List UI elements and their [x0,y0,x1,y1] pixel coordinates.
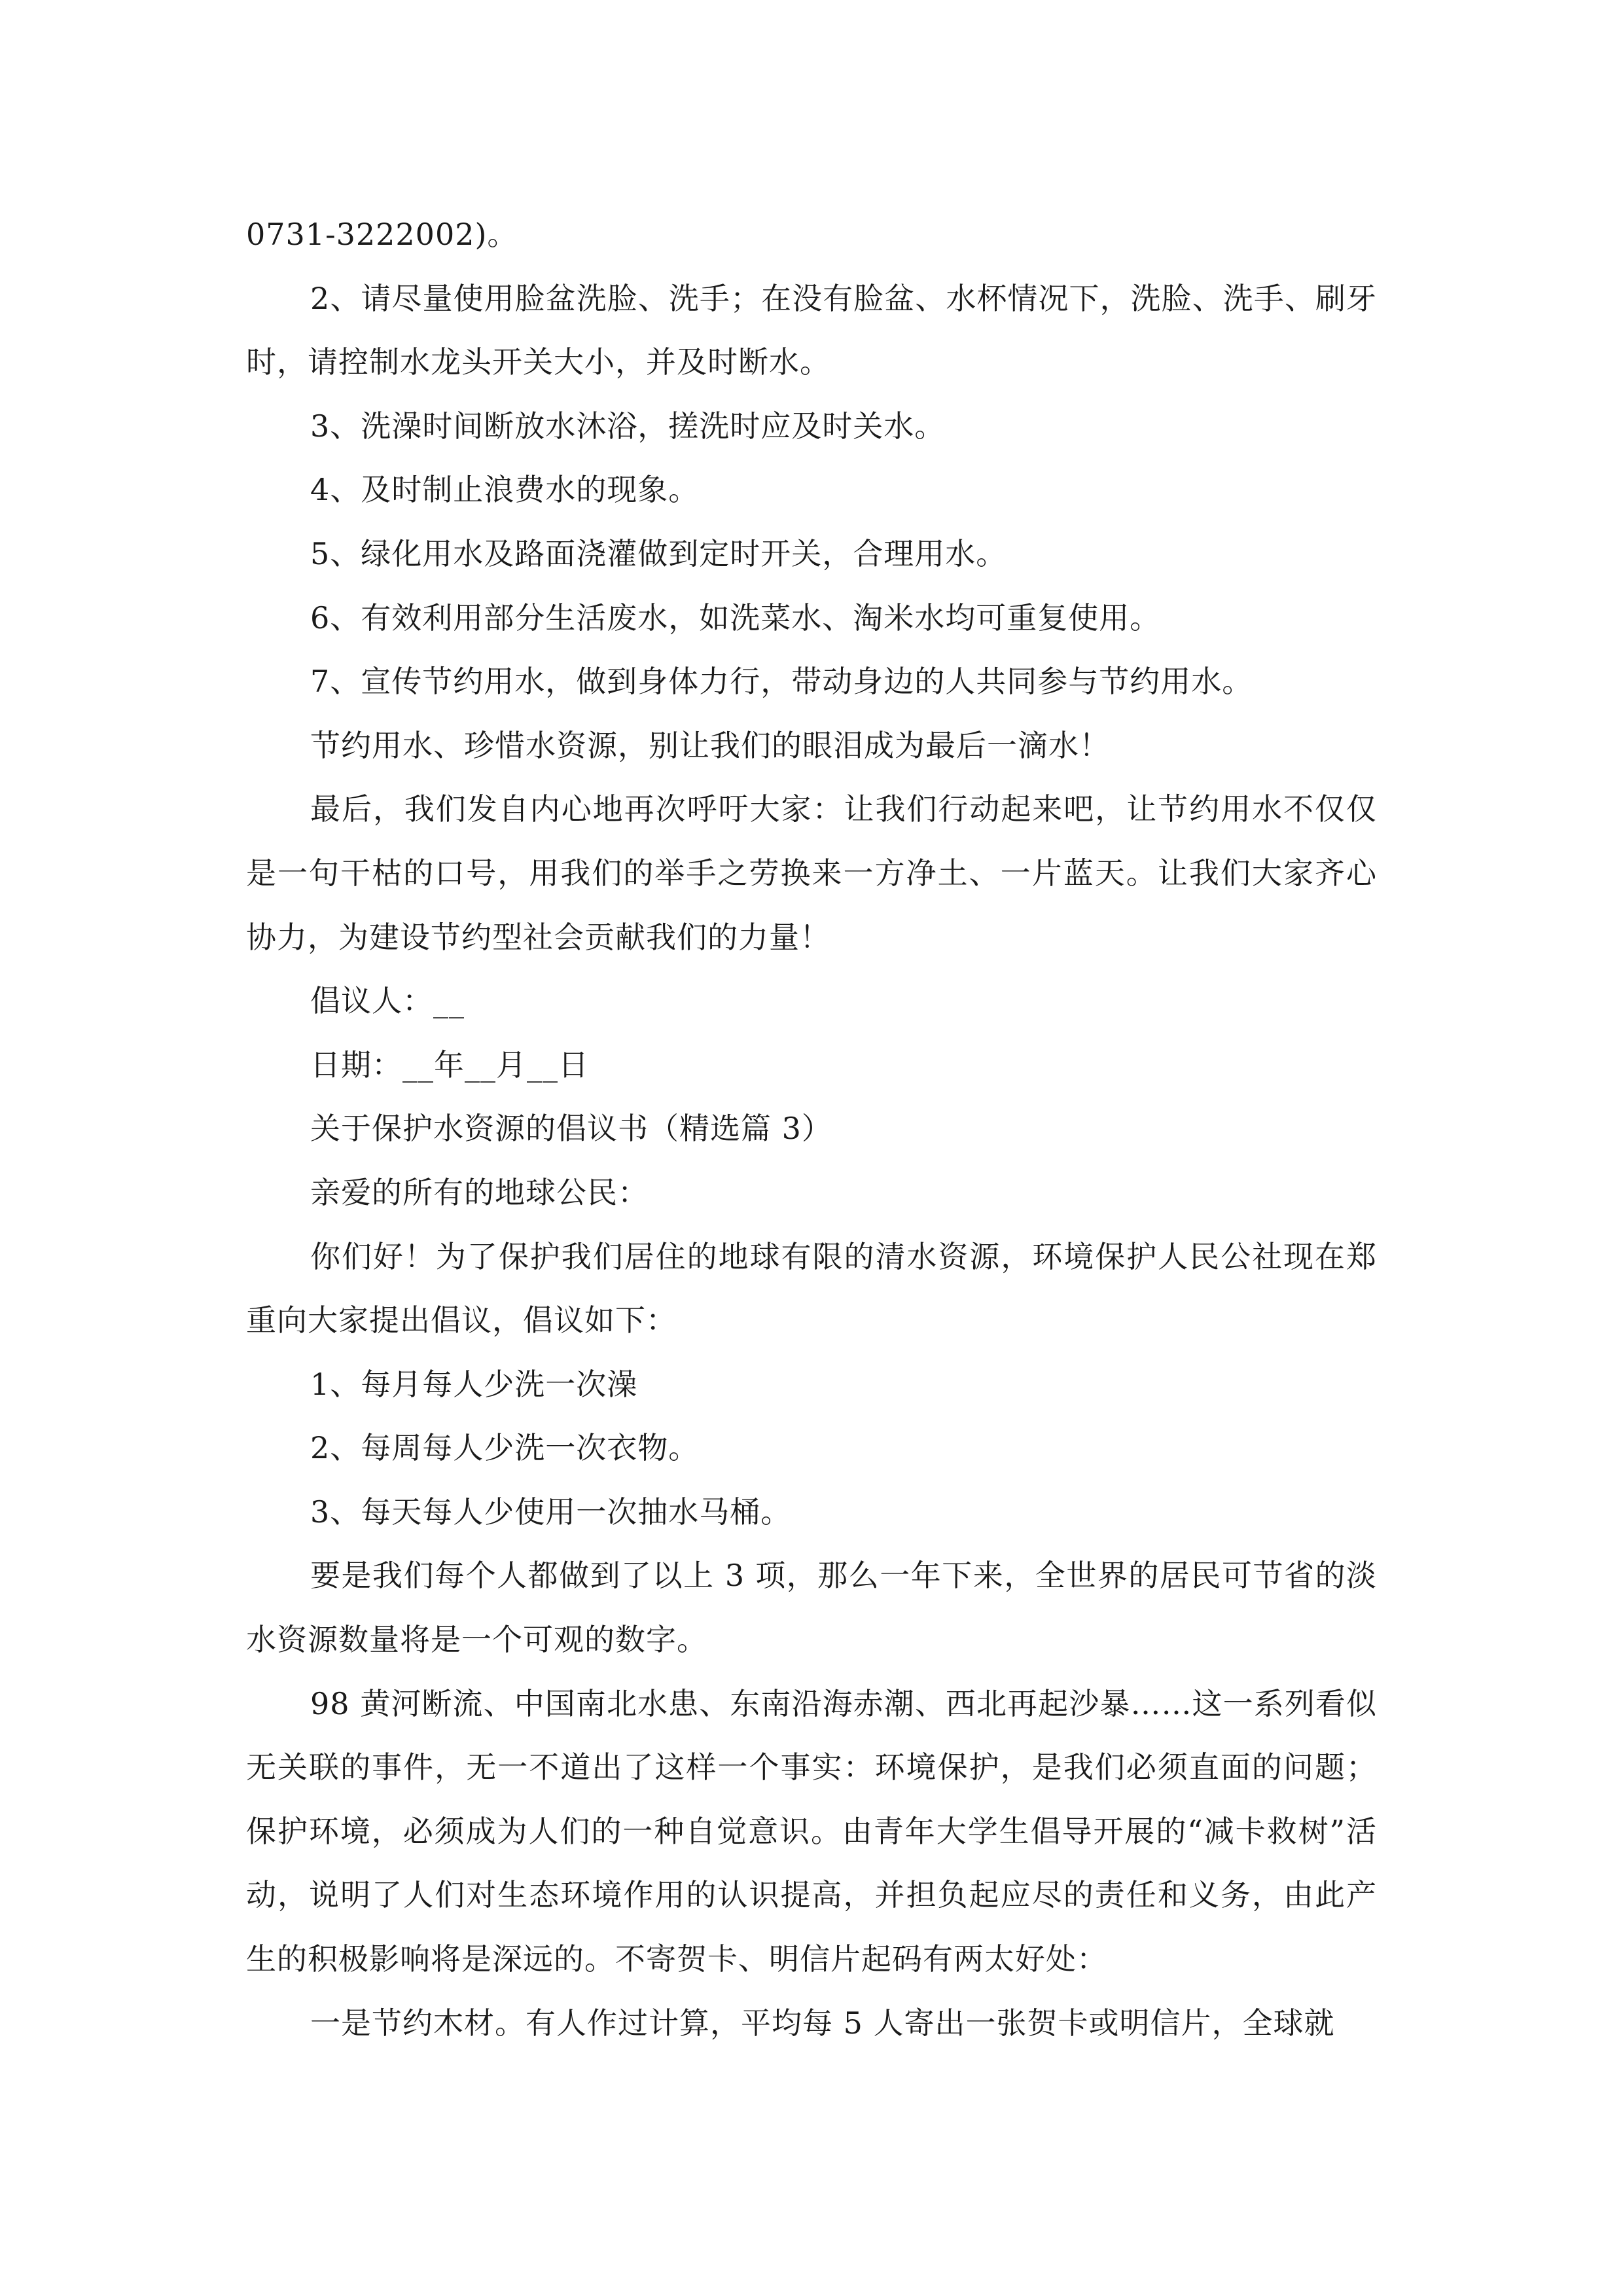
paragraph-environment: 98 黄河断流、中国南北水患、东南沿海赤潮、西北再起沙暴……这一系列看似无关联的事件，无一不道出了这样一个事实：环境保护，是我们必须直面的问题；保护环境，必须成为人们的一种自觉意识。由青年大学生倡导开展的“减卡救树”活动，说明了人们对生态环境作用的认识提高，并担负起应尽的责任和义务，由此产生的积极影响将是深远的。不寄贺卡、明信片起码有两太好处： [246,1685,1377,1977]
paragraph-item-3: 3、洗澡时间断放水沐浴，搓洗时应及时关水。 [310,408,946,444]
paragraph-greeting: 你们好！为了保护我们居住的地球有限的清水资源，环境保护人民公社现在郑重向大家提出倡议，倡议如下： [246,1238,1377,1338]
paragraph-item-2: 2、请尽量使用脸盆洗脸、洗手；在没有脸盆、水杯情况下，洗脸、洗手、刷牙时，请控制水龙头开关大小，并及时断水。 [246,280,1377,380]
paragraph-item-7: 7、宣传节约用水，做到身体力行，带动身边的人共同参与节约用水。 [310,664,1253,700]
paragraph-salutation: 亲爱的所有的地球公民： [310,1174,649,1210]
paragraph-date: 日期：__年__月__日 [310,1047,589,1083]
paragraph-item-4: 4、及时制止浪费水的现象。 [310,472,700,508]
paragraph-item-5: 5、绿化用水及路面浇灌做到定时开关，合理用水。 [310,535,1007,571]
section-title: 关于保护水资源的倡议书（精选篇 3） [310,1111,832,1147]
paragraph-proposal-2: 2、每周每人少洗一次衣物。 [310,1430,700,1466]
paragraph-proposal-3: 3、每天每人少使用一次抽水马桶。 [310,1494,792,1530]
paragraph-wood-saving: 一是节约木材。有人作过计算，平均每 5 人寄出一张贺卡或明信片，全球就 [310,2005,1335,2041]
paragraph-closing-appeal: 最后，我们发自内心地再次呼吁大家：让我们行动起来吧，让节约用水不仅仅是一句干枯的口号，用我们的举手之劳换来一方净土、一片蓝天。让我们大家齐心协力，为建设节约型社会贡献我们的力量！ [246,791,1377,955]
paragraph-slogan: 节约用水、珍惜水资源，别让我们的眼泪成为最后一滴水！ [310,727,1110,763]
document-body [246,203,1377,2055]
paragraph-impact: 要是我们每个人都做到了以上 3 项，那么一年下来，全世界的居民可节省的淡水资源数量将是一个可观的数字。 [246,1558,1377,1658]
paragraph-initiator: 倡议人：__ [310,983,465,1019]
paragraph-proposal-1: 1、每月每人少洗一次澡 [310,1366,638,1402]
paragraph-item-6: 6、有效利用部分生活废水，如洗菜水、淘米水均可重复使用。 [310,600,1161,636]
paragraph-phone-number: 0731-3222002)。 [246,217,518,252]
